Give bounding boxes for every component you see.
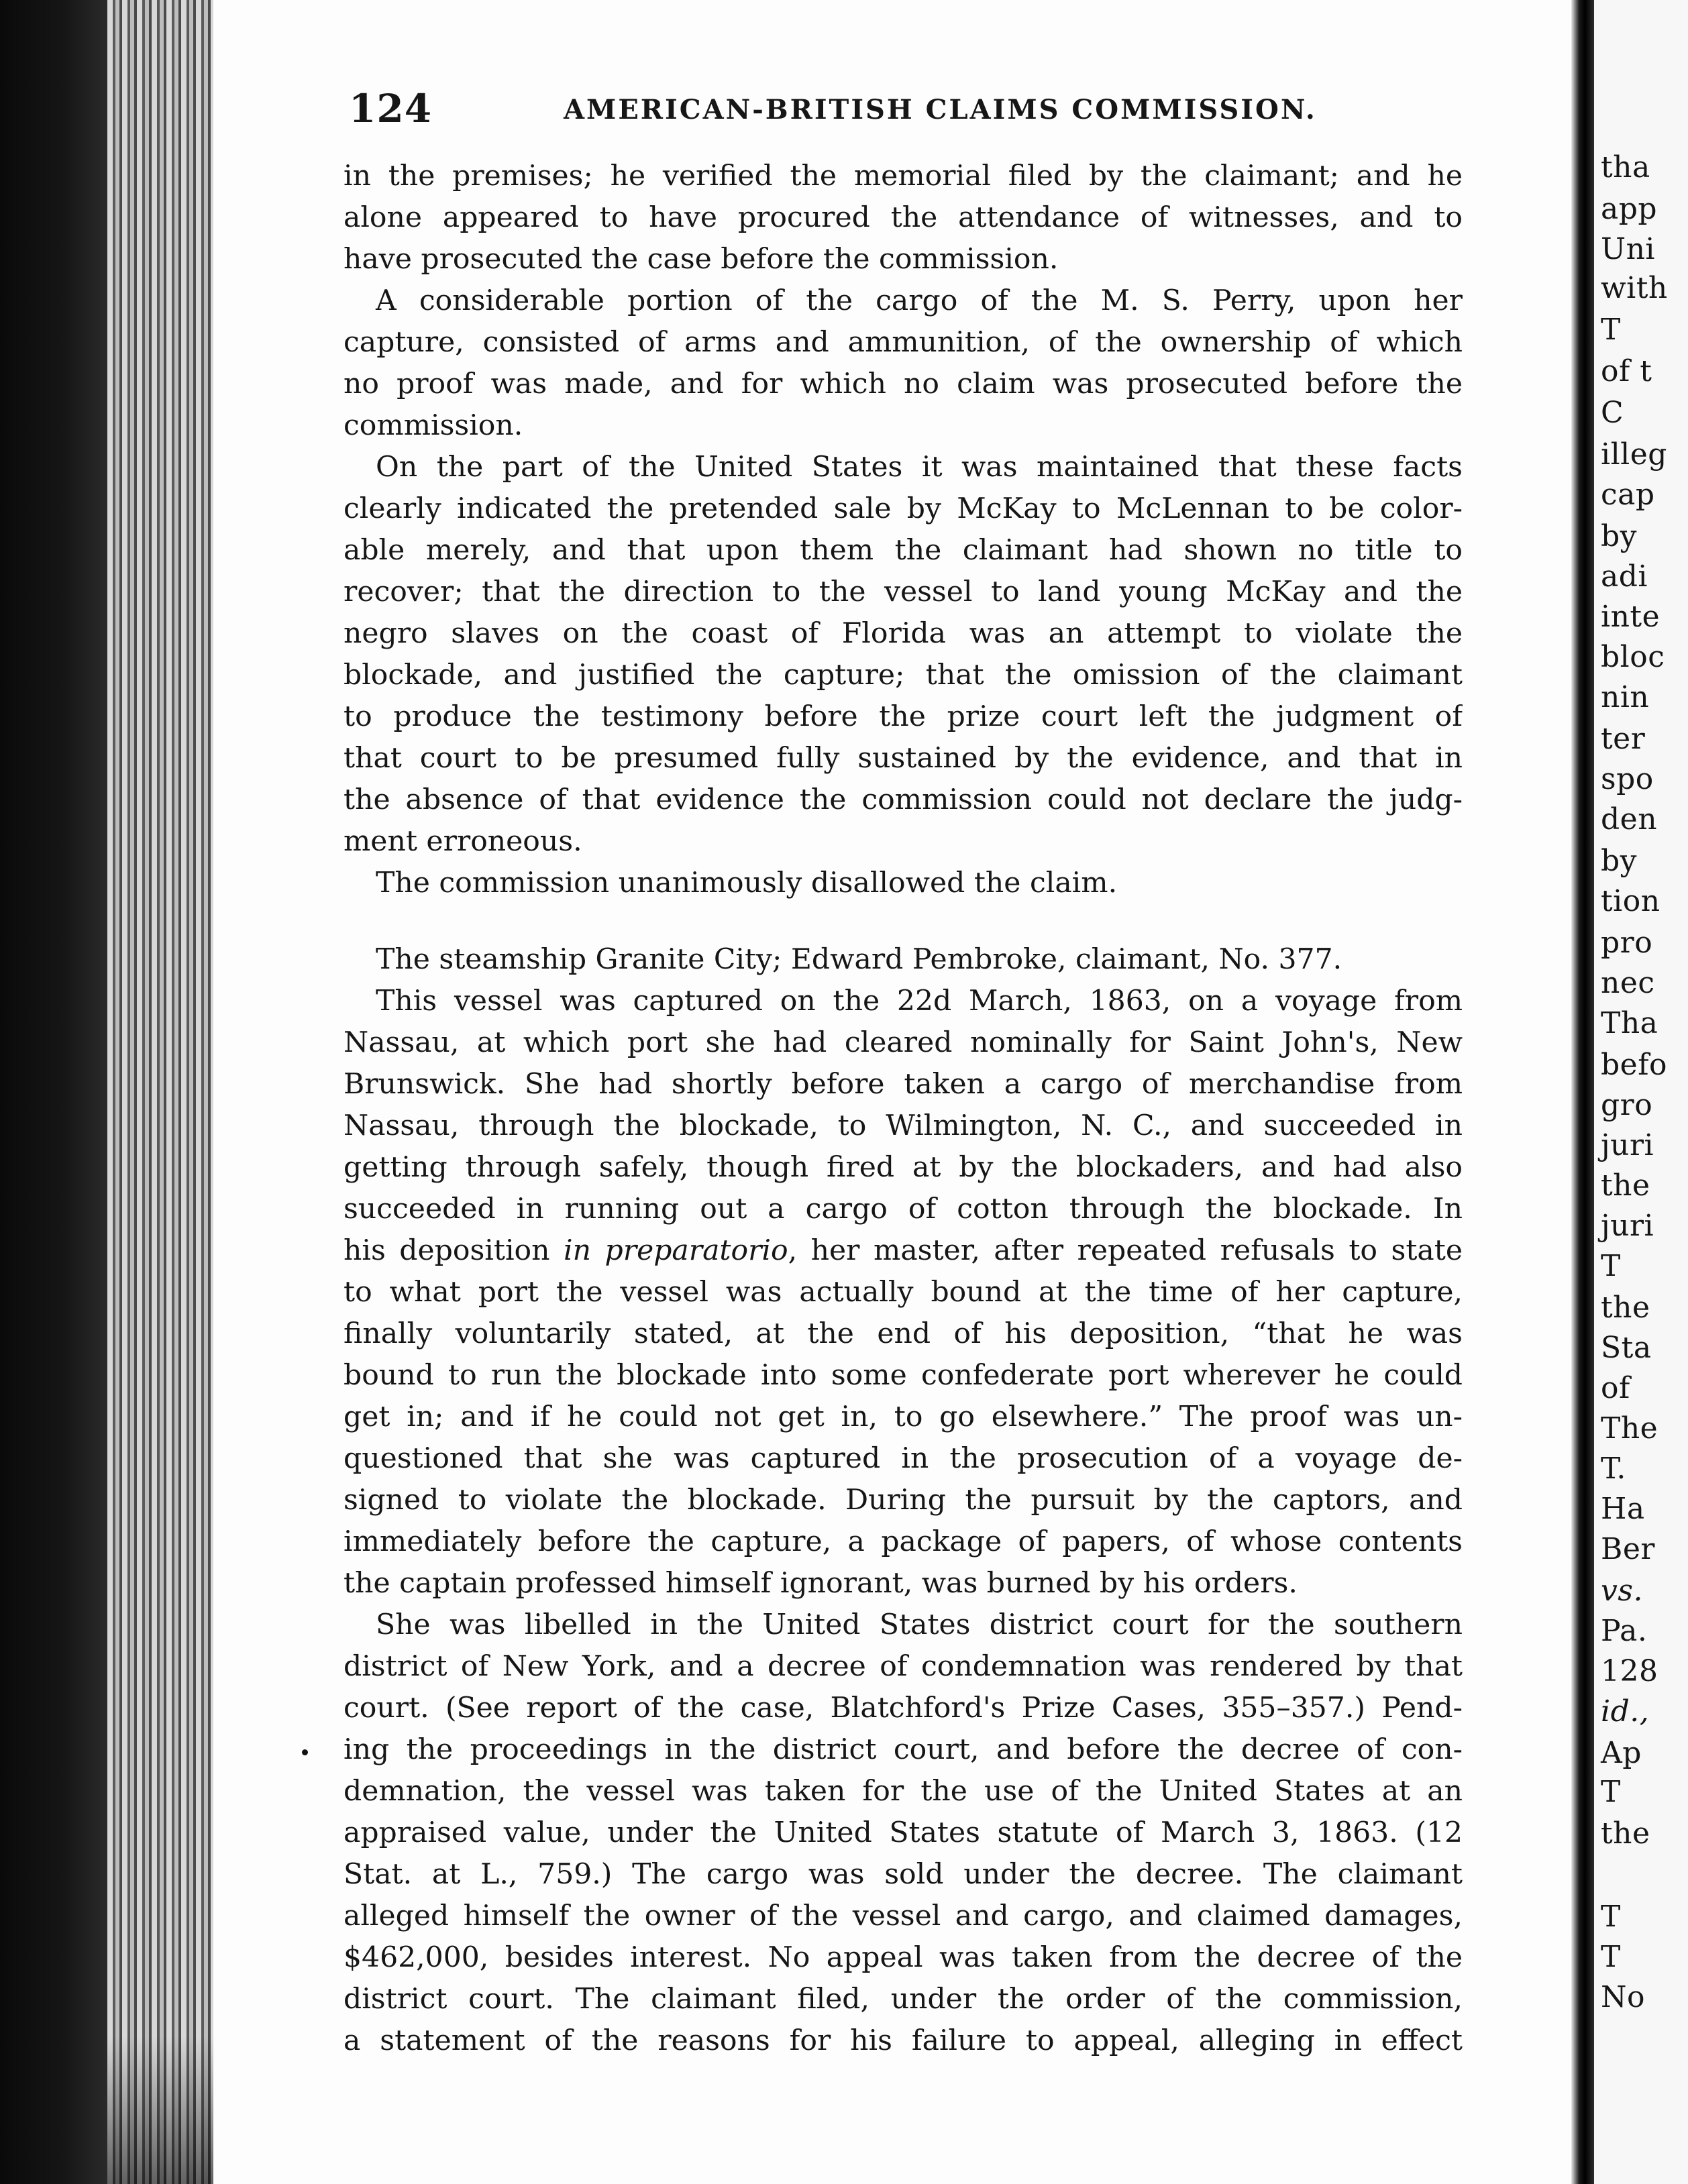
text-line: alone appeared to have procured the attendance of witnesses, and to [344,201,1463,234]
text-line: that court to be presumed fully sustained by the evidence, and that in [344,742,1463,775]
text-line: bound to run the blockade into some confederate port wherever he could [344,1359,1463,1392]
facing-page-fragment: of t [1601,354,1652,388]
binding-bottom-shadow [107,2036,213,2184]
facing-page-fragment: nec [1601,966,1655,1000]
facing-page-fragment: den [1601,802,1658,836]
facing-page-fragment: illeg [1601,437,1667,472]
text-line: no proof was made, and for which no claim was prosecuted before the [344,368,1463,400]
text-line: blockade, and justified the capture; that the omission of the claimant [344,659,1463,692]
facing-page-fragment: T. [1601,1452,1626,1486]
text-line: The commission unanimously disallowed the claim. [376,867,1118,899]
text-line: court. (See report of the case, Blatchford's Prize Cases, 355–357.) Pend- [344,1692,1463,1725]
facing-page-fragment: app [1601,192,1658,226]
text-line: his deposition in preparatorio, her master, after repeated refusals to state [344,1234,1463,1267]
text-line: succeeded in running out a cargo of cotton through the blockade. In [344,1193,1463,1225]
facing-page-fragment: juri [1601,1128,1654,1162]
facing-page-fragment: the [1601,1168,1650,1203]
facing-page-fragment: nin [1601,680,1650,714]
text-line: commission. [344,409,523,442]
text-line: Brunswick. She had shortly before taken a cargo of merchandise from [344,1068,1463,1101]
facing-page-fragment: Ha [1601,1492,1645,1526]
facing-page-fragment: of [1601,1371,1630,1405]
text-line: the absence of that evidence the commission could not declare the judg- [344,783,1463,816]
facing-page-fragment: T [1601,1775,1621,1809]
facing-page-fragment: spo [1601,762,1654,796]
facing-page-fragment: Ap [1601,1736,1642,1770]
facing-page-fragment: T [1601,313,1621,347]
text-line: demnation, the vessel was taken for the use of the United States at an [344,1775,1463,1808]
facing-page-fragment: tion [1601,884,1660,918]
facing-page-fragment: befo [1601,1048,1667,1082]
text-line: district of New York, and a decree of condemnation was rendered by that [344,1650,1463,1683]
text-line: $462,000, besides interest. No appeal was taken from the decree of the [344,1941,1463,1974]
text-line: Nassau, through the blockade, to Wilmington, N. C., and succeeded in [344,1109,1463,1142]
facing-page-fragment: vs. [1601,1574,1643,1608]
facing-page-fragment: The [1601,1411,1658,1445]
facing-page-fragment: inte [1601,600,1660,634]
text-line: have prosecuted the case before the commission. [344,243,1059,276]
text-line: On the part of the United States it was maintained that these facts [376,451,1463,484]
text-line: clearly indicated the pretended sale by McKay to McLennan to be color- [344,492,1463,525]
text-line: questioned that she was captured in the prosecution of a voyage de- [344,1442,1463,1475]
facing-page-fragment: juri [1601,1209,1654,1243]
text-line: negro slaves on the coast of Florida was an attempt to violate the [344,617,1463,650]
text-line: capture, consisted of arms and ammunition, of the ownership of which [344,326,1463,359]
text-line: Nassau, at which port she had cleared nominally for Saint John's, New [344,1026,1463,1059]
facing-page-fragment: T [1601,1249,1621,1283]
binding-shadow [0,0,107,2184]
facing-page-fragment: Sta [1601,1331,1652,1365]
facing-page-fragment: T [1601,1940,1621,1974]
book-gutter [1571,0,1594,2184]
facing-page-fragment: adi [1601,559,1648,594]
facing-page-fragment: ter [1601,722,1646,756]
facing-page-fragment: gro [1601,1088,1653,1122]
text-line: ment erroneous. [344,825,582,858]
facing-page-fragment: cap [1601,478,1655,512]
text-line: recover; that the direction to the vessel to land young McKay and the [344,576,1463,608]
facing-page-fragment: by [1601,844,1638,878]
text-line: Stat. at L., 759.) The cargo was sold under the decree. The claimant [344,1858,1463,1891]
text-line: appraised value, under the United States statute of March 3, 1863. (12 [344,1816,1463,1849]
text-line: She was libelled in the United States district court for the southern [376,1608,1463,1641]
text-line: alleged himself the owner of the vessel and cargo, and claimed damages, [344,1900,1463,1932]
text-line: signed to violate the blockade. During the pursuit by the captors, and [344,1484,1463,1517]
facing-page-fragment: T [1601,1900,1621,1934]
facing-page-fragment: bloc [1601,640,1665,674]
facing-page-fragment: tha [1601,150,1650,184]
facing-page-fragment: Pa. [1601,1614,1648,1648]
text-line: getting through safely, though fired at by the blockaders, and had also [344,1151,1463,1184]
text-line: ing the proceedings in the district court, and before the decree of con- [344,1733,1463,1766]
facing-page-fragment: Ber [1601,1532,1655,1566]
text-line: get in; and if he could not get in, to go elsewhere.” The proof was un- [344,1401,1463,1433]
page-body-text [344,156,1463,2062]
text-line: A considerable portion of the cargo of the M. S. Perry, upon her [376,284,1463,317]
stacked-page-edges [107,0,213,2184]
text-line: The steamship Granite City; Edward Pembroke, claimant, No. 377. [376,943,1342,976]
text-line: able merely, and that upon them the claimant had shown no title to [344,534,1463,567]
text-line: This vessel was captured on the 22d March, 1863, on a voyage from [376,985,1463,1018]
text-line: immediately before the capture, a package of papers, of whose contents [344,1525,1463,1558]
facing-page-fragment: No [1601,1980,1645,2014]
facing-page-fragment: with [1601,271,1668,305]
facing-page-edge [1594,0,1688,2184]
text-line: in the premises; he verified the memorial filed by the claimant; and he [344,160,1463,193]
facing-page-fragment: 128 [1601,1654,1658,1688]
facing-page-fragment: Uni [1601,232,1655,266]
facing-page-fragment: C [1601,396,1624,430]
text-line: to what port the vessel was actually bound at the time of her capture, [344,1276,1463,1309]
text-line: to produce the testimony before the prize court left the judgment of [344,700,1463,733]
page-header [349,86,1449,133]
text-line: a statement of the reasons for his failure to appeal, alleging in effect [344,2024,1463,2057]
running-head: AMERICAN-BRITISH CLAIMS COMMISSION. [564,94,1317,125]
facing-page-fragment: pro [1601,926,1653,960]
text-line: district court. The claimant filed, under the order of the commission, [344,1983,1463,2016]
paragraph-gap [344,904,1463,939]
text-line: the captain professed himself ignorant, was burned by his orders. [344,1567,1298,1600]
page-number: 124 [349,86,433,131]
book-binding-edges [0,0,213,2184]
facing-page-fragment: the [1601,1291,1650,1325]
margin-mark [302,1749,308,1755]
text-line: finally voluntarily stated, at the end of his deposition, “that he was [344,1317,1463,1350]
facing-page-fragment: by [1601,519,1638,553]
facing-page-fragment: the [1601,1816,1650,1851]
facing-page-fragment: Tha [1601,1006,1658,1040]
facing-page-fragment: id., [1601,1694,1650,1729]
